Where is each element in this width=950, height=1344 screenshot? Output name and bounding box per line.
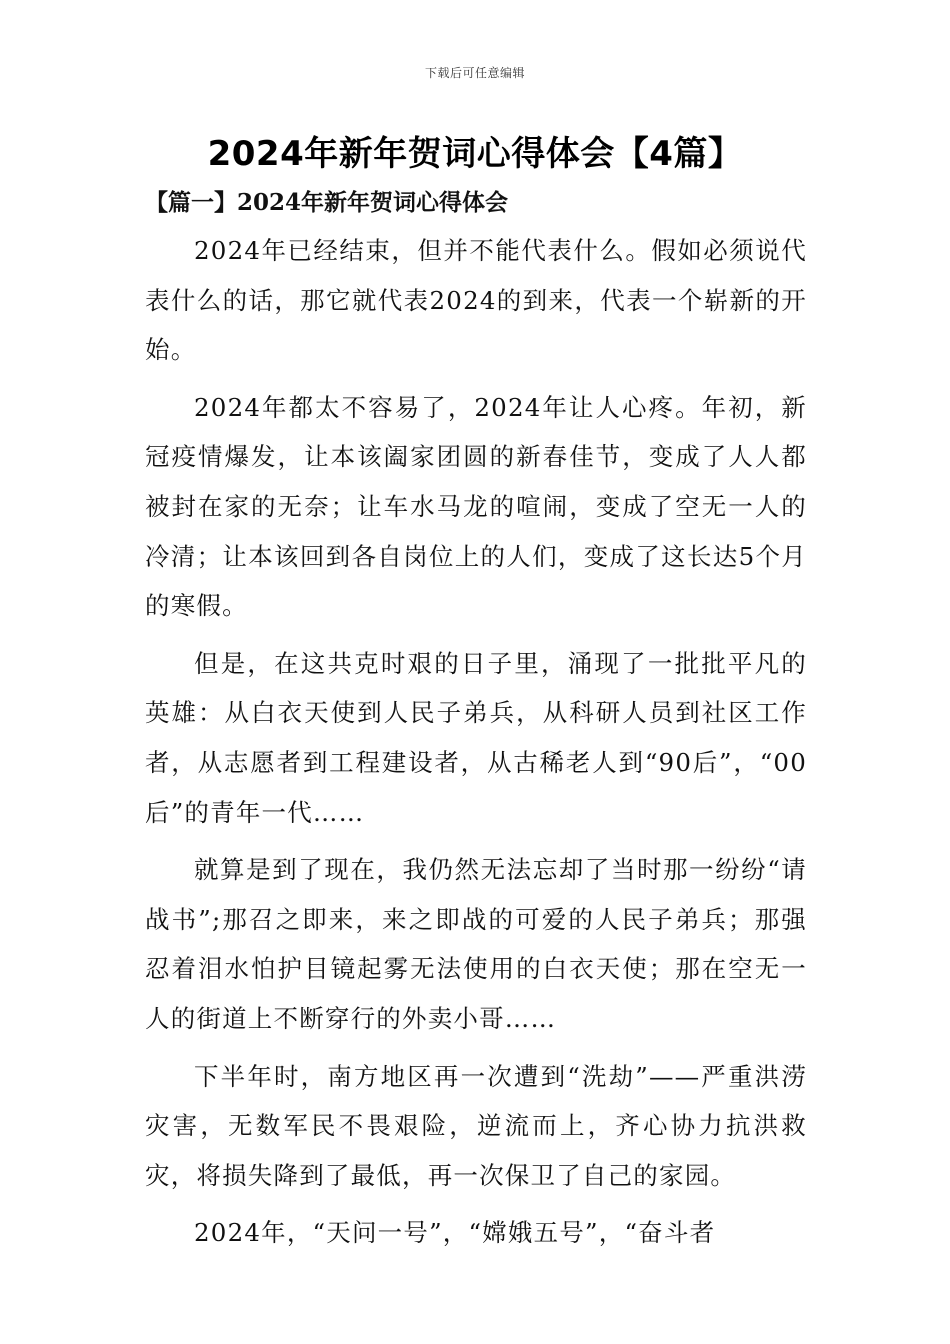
paragraph: 就算是到了现在，我仍然无法忘却了当时那一纷纷“请战书”;那召之即来，来之即战的可爱的人民子弟兵；那强忍着泪水怕护目镜起雾无法使用的白衣天使；那在空无一人的街道上不断穿行的外卖小哥…… xyxy=(145,855,807,1033)
header-note: 下载后可任意编辑 xyxy=(424,66,525,80)
section-heading: 【篇一】2024年新年贺词心得体会 xyxy=(145,189,509,216)
paragraph: 2024年都太不容易了，2024年让人心疼。年初，新冠疫情爆发，让本该阖家团圆的新春佳节，变成了人人都被封在家的无奈；让车水马龙的喧闹，变成了空无一人的冷清；让本该回到各自岗位上的人们，变成了这长达5个月的寒假。 xyxy=(145,392,807,621)
document-title: 2024年新年贺词心得体会【4篇】 xyxy=(207,134,743,174)
paragraph: 2024年已经结束，但并不能代表什么。假如必须说代表什么的话，那它就代表2024的到来，代表一个崭新的开始。 xyxy=(145,236,807,365)
paragraph: 下半年时，南方地区再一次遭到“洗劫”——严重洪涝灾害，无数军民不畏艰险，逆流而上，齐心协力抗洪救灾，将损失降到了最低，再一次保卫了自己的家园。 xyxy=(145,1061,807,1190)
paragraph: 但是，在这共克时艰的日子里，涌现了一批批平凡的英雄：从白衣天使到人民子弟兵，从科研人员到社区工作者，从志愿者到工程建设者，从古稀老人到“90后”，“00后”的青年一代…… xyxy=(145,648,807,827)
paragraph: 2024年，“天问一号”，“嫦娥五号”，“奋斗者 xyxy=(194,1218,716,1248)
body-text xyxy=(145,226,807,1266)
